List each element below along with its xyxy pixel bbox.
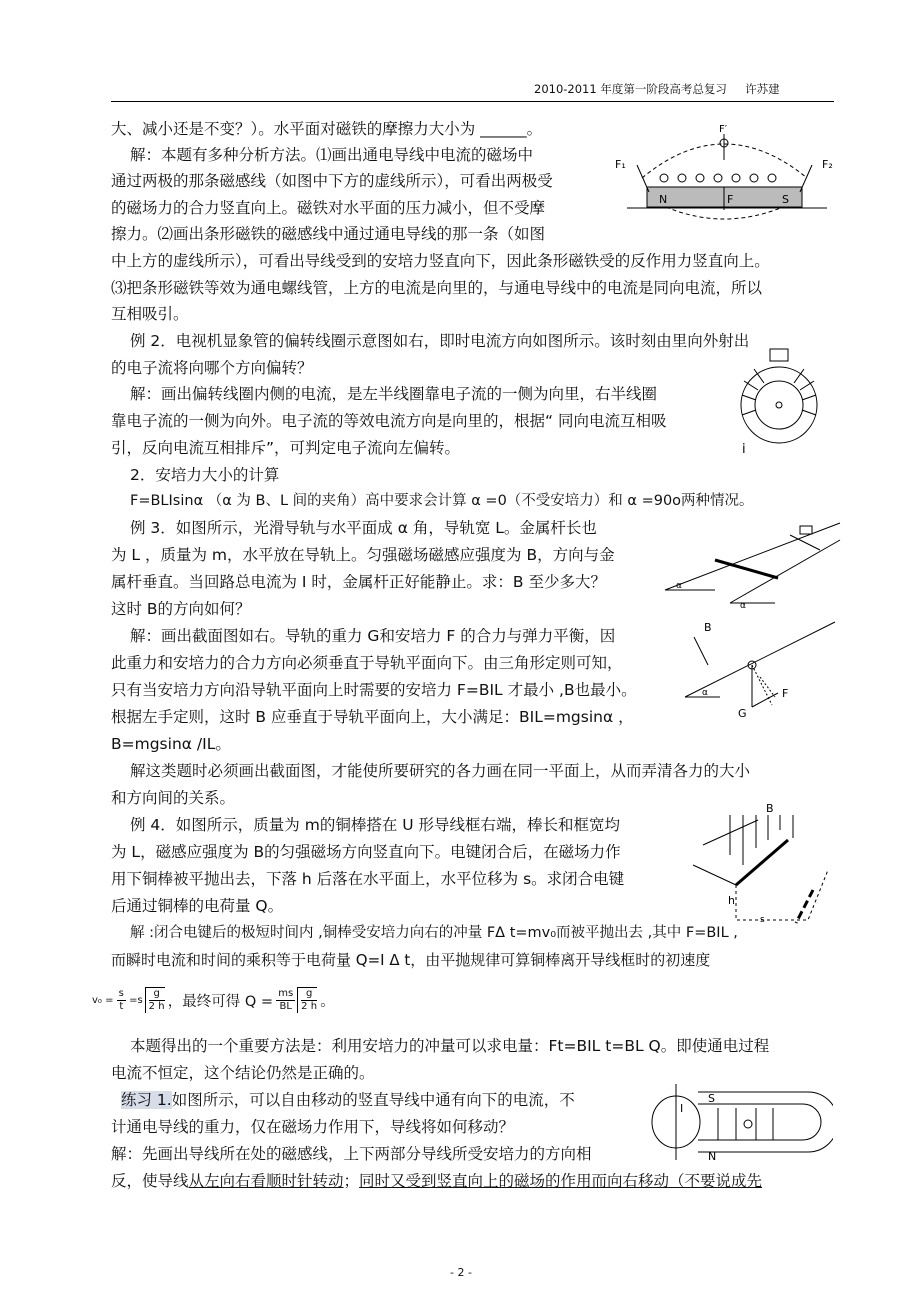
text-line: 解：先画出导线所在处的磁感线，上下两部分导线所受安培力的方向相 — [111, 1145, 592, 1163]
text-line: 的磁场力的合力竖直向上。磁铁对水平面的压力减小，但不受摩 — [111, 199, 546, 217]
label-alpha-2: α — [740, 601, 746, 611]
label-s: S — [782, 193, 789, 206]
figure-inclined-rails — [660, 518, 850, 613]
exercise-line: 练习 1.如图所示，可以自由移动的竖直导线中通有向下的电流，不 — [121, 1091, 575, 1109]
label-i-upper: I — [680, 1102, 684, 1115]
formula-end: 。 — [320, 993, 335, 1010]
text-line: 只有当安培力方向沿导轨平面向上时需要的安培力 F=BIL 才最小 ,B也最小。 — [111, 681, 637, 699]
text-line: 本题得出的一个重要方法是：利用安培力的冲量可以求电量：Ft=BIL t=BL Q。即使通电过程 — [130, 1037, 770, 1055]
fraction-ms-over-bl: $\frac{ms}{BL}$ — [278, 987, 294, 1012]
fraction-s-over-t: $\frac{s}{t}$ — [118, 987, 124, 1012]
figure-magnet-field — [612, 120, 837, 220]
text-line: 通过两极的那条磁感线（如图中下方的虚线所示），可看出两极受 — [111, 172, 553, 190]
label-h: h — [728, 894, 735, 907]
velocity-formula — [92, 987, 335, 1013]
text-line: 解：画出截面图如右。导轨的重力 G和安培力 F 的合力与弹力平衡，因 — [130, 627, 616, 645]
label-f-prime: F′ — [719, 124, 728, 135]
page-header: 2010-2011 年度第一阶段高考总复习 许苏建 — [534, 82, 780, 96]
text-line: 用下铜棒被平抛出去，下落 h 后落在水平面上，水平位移为 s。求闭合电键 — [111, 870, 625, 888]
label-f: F — [782, 687, 789, 700]
text-line: 解 :闭合电键后的极短时间内 ,铜棒受安培力向右的冲量 FΔ t=mv₀而被平抛出去 ,其中 F=BIL , — [130, 925, 738, 941]
text-line: 而瞬时电流和时间的乘积等于电荷量 Q=I Δ t，由平抛规律可算铜棒离开导线框时的初速度 — [111, 951, 711, 969]
text-line: 这时 B的方向如何？ — [111, 600, 251, 618]
text-line: 例 2．电视机显象管的偏转线圈示意图如右，即时电流方向如图所示。该时刻由里向外射出 — [130, 332, 750, 350]
text-line: 属杆垂直。当回路总电流为 I 时，金属杆正好能静止。求：B 至少多大？ — [111, 573, 606, 591]
label-b: B — [766, 802, 774, 815]
label-b: B — [704, 621, 712, 634]
text-line: 电流不恒定，这个结论仍然是正确的。 — [111, 1064, 375, 1082]
text-line: 为 L ，质量为 m，水平放在导轨上。匀强磁场磁感应强度为 B，方向与金 — [111, 546, 615, 564]
figure-cross-section — [680, 617, 840, 722]
text-line: 解这类题时必须画出截面图，才能使所要研究的各力画在同一平面上，从而弄清各力的大小 — [130, 762, 751, 780]
label-alpha: α — [676, 581, 682, 591]
exercise-label: 练习 1. — [121, 1091, 172, 1109]
underlined-phrase: 同时又受到竖直向上的磁场的作用而向右移动（不要说成先 — [359, 1172, 763, 1190]
label-n: N — [659, 193, 668, 206]
text-line: 解：画出偏转线圈内侧的电流，是左半线圈靠电子流的一侧为向里，右半线圈 — [130, 385, 658, 403]
text-line: 的电子流将向哪个方向偏转？ — [111, 359, 313, 377]
figure-deflection-coil — [732, 345, 827, 455]
text-line: 此重力和安培力的合力方向必须垂直于导轨平面向下。由三角形定则可知， — [111, 654, 623, 672]
sqrt-g-over-2h: $\frac{g}{2 h}$ — [145, 987, 165, 1013]
label-i: i — [742, 442, 746, 455]
text-line: 解：本题有多种分析方法。⑴画出通电导线中电流的磁场中 — [130, 146, 534, 164]
header-rule — [111, 101, 834, 102]
text-line: ⑶把条形磁铁等效为通电螺线管，上方的电流是向里的，与通电导线中的电流是同向电流，所以 — [111, 279, 763, 297]
formula-eq: =s — [129, 994, 143, 1006]
figure-u-magnet — [648, 1082, 833, 1162]
text-line: 互相吸引。 — [111, 305, 189, 323]
text-line: 为 L，磁感应强度为 B的匀强磁场方向竖直向下。电键闭合后，在磁场力作 — [111, 843, 621, 861]
formula-v0: v₀ = — [92, 994, 114, 1006]
text-line: 计通电导线的重力，仅在磁场力作用下，导线将如何移动？ — [111, 1118, 515, 1136]
label-g: G — [738, 707, 747, 720]
text-line: 和方向间的关系。 — [111, 789, 236, 807]
text-line: 后通过铜棒的电荷量 Q。 — [111, 897, 284, 915]
text-line: 中上方的虚线所示），可看出导线受到的安培力竖直向下，因此条形磁铁受的反作用力竖直向上。 — [111, 252, 770, 270]
formula-tail: ，最终可得 Q = — [167, 993, 274, 1010]
label-alpha: α — [702, 688, 708, 698]
text-line: 例 3．如图所示，光滑导轨与水平面成 α 角，导轨宽 L。金属杆长也 — [130, 519, 597, 537]
text-line: 根据左手定则，这时 B 应垂直于导轨平面向上，大小满足：BIL=mgsinα ， — [111, 708, 634, 726]
text-line: 例 4．如图所示，质量为 m的铜棒搭在 U 形导线框右端，棒长和框宽均 — [130, 816, 621, 834]
text-line: 引，反向电流互相排斥”，可判定电子流向左偏转。 — [111, 439, 461, 457]
label-s: S — [708, 1092, 715, 1105]
text-line: F=BLIsinα （α 为 B、L 间的夹角）高中要求会计算 α =0（不受安培力）和 α =90o两种情况。 — [130, 493, 754, 509]
sqrt-g-over-2h-2: $\frac{g}{2 h}$ — [297, 987, 317, 1013]
text-line: 擦力。⑵画出条形磁铁的磁感线中通过通电导线的那一条（如图 — [111, 225, 546, 243]
text-line: 反，使导线从左向右看顺时针转动；同时又受到竖直向上的磁场的作用而向右移动（不要说成先 — [111, 1172, 763, 1190]
text-line: 靠电子流的一侧为向外。电子流的等效电流方向是向里的，根据“ 同向电流互相吸 — [111, 412, 667, 430]
label-f1: F₁ — [615, 158, 626, 171]
label-f2: F₂ — [822, 158, 833, 171]
label-n: N — [708, 1150, 717, 1162]
label-f: F — [727, 193, 734, 206]
page-number: - 2 - — [450, 1266, 472, 1279]
figure-u-frame — [688, 800, 838, 925]
text-line: 大、减小还是不变？）。水平面对磁铁的摩擦力大小为 ______。 — [111, 120, 543, 138]
label-s-small: s — [760, 915, 765, 925]
text-line: B=mgsinα /IL。 — [111, 735, 231, 753]
underlined-phrase: 从左向右看顺时针转动 — [188, 1172, 344, 1190]
section-heading: 2．安培力大小的计算 — [130, 466, 280, 484]
